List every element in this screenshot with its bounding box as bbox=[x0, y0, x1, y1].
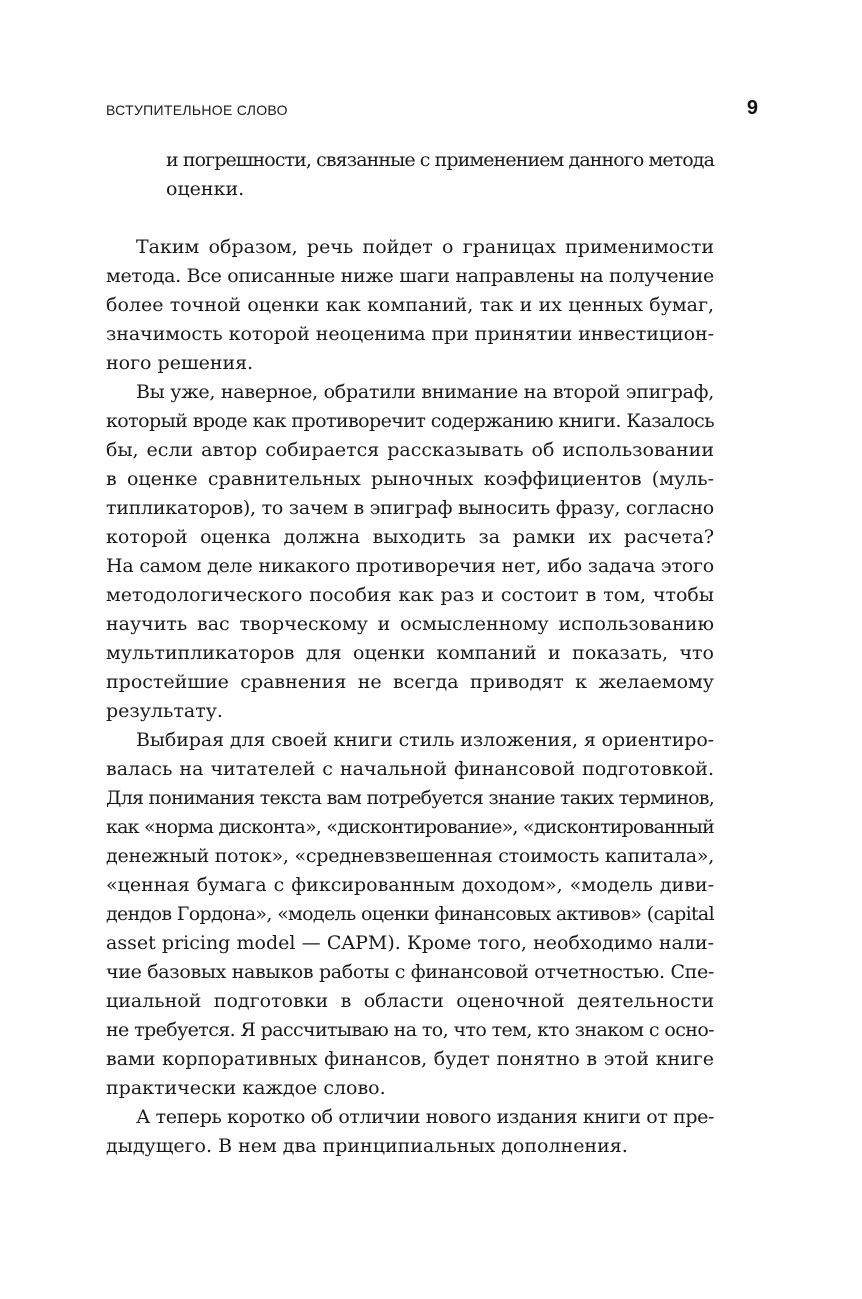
text-line: Вы уже, наверное, обратили внимание на второй эпиграф, bbox=[136, 381, 714, 403]
text-line: «ценная бумага с фиксированным доходом», «модель диви- bbox=[106, 874, 714, 896]
text-line: простейшие сравнения не всегда приводят к желаемому bbox=[106, 671, 714, 693]
text-line: Таким образом, речь пойдет о границах применимости bbox=[136, 236, 714, 258]
text-line: не требуется. Я рассчитываю на то, что тем, кто знаком с осно- bbox=[106, 1019, 714, 1041]
text-line: который вроде как противоречит содержанию книги. Казалось bbox=[106, 410, 714, 432]
body-text bbox=[106, 146, 714, 1161]
text-line: дендов Гордона», «модель оценки финансовых активов» (capital bbox=[106, 903, 714, 925]
text-line: циальной подготовки в области оценочной деятельности bbox=[106, 990, 714, 1012]
text-line: А теперь коротко об отличии нового издания книги от пре- bbox=[136, 1106, 714, 1128]
text-line: ного решения. bbox=[106, 352, 254, 374]
text-line: методологического пособия как раз и состоит в том, чтобы bbox=[106, 584, 714, 606]
paragraph-1 bbox=[106, 233, 714, 378]
paragraph-4 bbox=[106, 1103, 714, 1161]
text-line: оценки. bbox=[166, 178, 245, 200]
running-head-title: ВСТУПИТЕЛЬНОЕ СЛОВО bbox=[106, 102, 288, 118]
text-line: в оценке сравнительных рыночных коэффициентов (муль- bbox=[106, 468, 714, 490]
text-line: чие базовых навыков работы с финансовой отчетностью. Спе- bbox=[106, 961, 714, 983]
list-item-continuation bbox=[106, 146, 714, 204]
text-line: как «норма дисконта», «дисконтирование», «дисконтированный bbox=[106, 816, 714, 838]
text-line: валась на читателей с начальной финансовой подготовкой. bbox=[106, 758, 714, 780]
text-line: дыдущего. В нем два принципиальных дополнения. bbox=[106, 1135, 628, 1157]
page-number: 9 bbox=[746, 97, 758, 119]
text-line: и погрешности, связанные с применением данного метода bbox=[166, 149, 715, 171]
text-line: вами корпоративных финансов, будет понятно в этой книге bbox=[106, 1048, 714, 1070]
text-line: которой оценка должна выходить за рамки их расчета? bbox=[106, 526, 714, 548]
text-line: бы, если автор собирается рассказывать об использовании bbox=[106, 439, 714, 461]
text-line: научить вас творческому и осмысленному использованию bbox=[106, 613, 714, 635]
text-line: типликаторов), то зачем в эпиграф выносить фразу, согласно bbox=[106, 497, 714, 519]
text-line: денежный поток», «средневзвешенная стоимость капитала», bbox=[106, 845, 714, 867]
text-line: Выбирая для своей книги стиль изложения, я ориентиро- bbox=[136, 729, 714, 751]
text-line: мультипликаторов для оценки компаний и показать, что bbox=[106, 642, 714, 664]
text-line: На самом деле никакого противоречия нет, ибо задача этого bbox=[106, 555, 715, 577]
text-line: asset pricing model — CAPM). Кроме того, необходимо нали- bbox=[106, 932, 714, 954]
text-line: значимость которой неоценима при принятии инвестицион- bbox=[106, 323, 714, 345]
paragraph-3 bbox=[106, 726, 714, 1103]
text-line: результату. bbox=[106, 700, 223, 722]
text-line: практически каждое слово. bbox=[106, 1077, 386, 1099]
text-line: метода. Все описанные ниже шаги направлены на получение bbox=[106, 265, 714, 287]
text-line: Для понимания текста вам потребуется знание таких терминов, bbox=[106, 787, 715, 809]
paragraph-2 bbox=[106, 378, 714, 726]
text-line: более точной оценки как компаний, так и их ценных бумаг, bbox=[106, 294, 714, 316]
